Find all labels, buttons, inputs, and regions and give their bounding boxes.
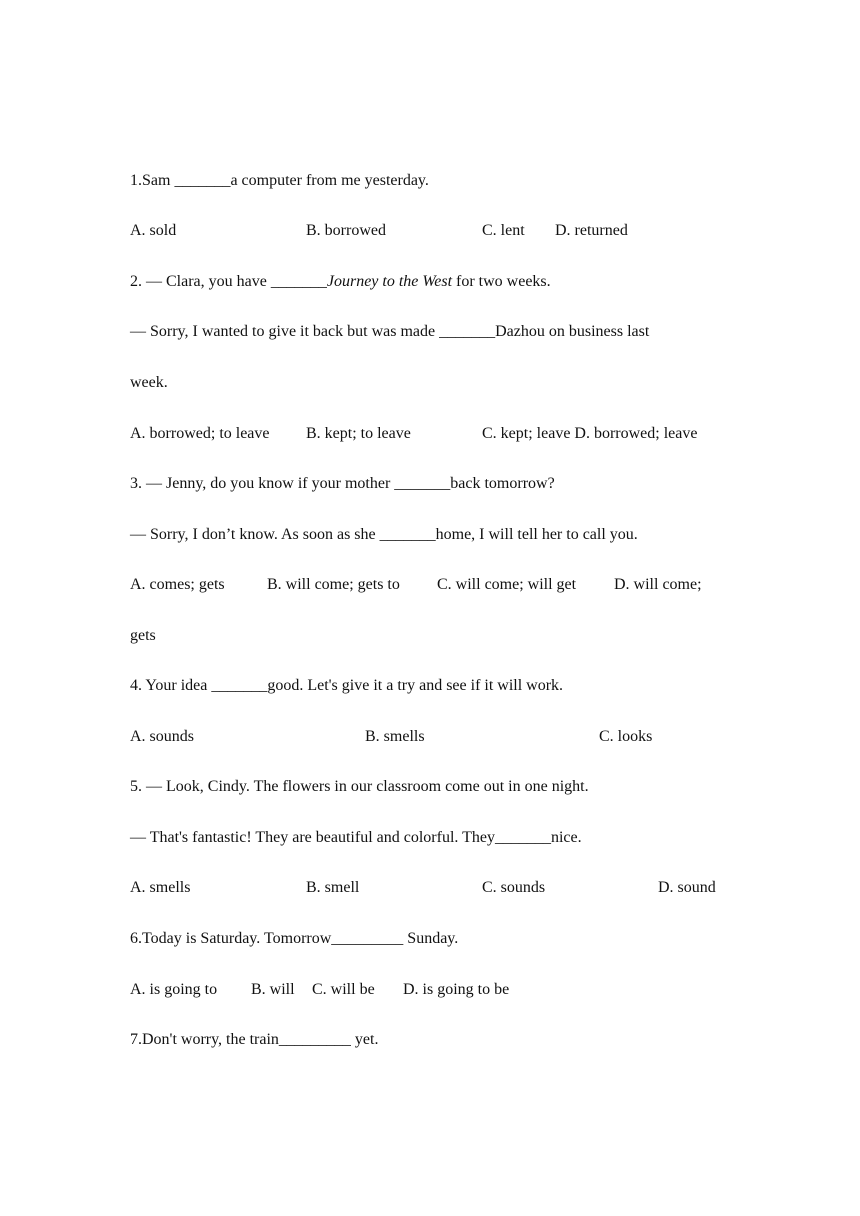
option-b: B. will come; gets to	[267, 576, 400, 593]
option-b: B. borrowed	[306, 222, 386, 239]
question-4-text-end: good. Let's give it a try and see if it will work.	[267, 677, 564, 694]
question-3-reply-end: home, I will tell her to call you.	[435, 526, 638, 543]
option-a: A. smells	[130, 879, 191, 896]
question-1-text-end: a computer from me yesterday.	[230, 172, 429, 189]
question-4-text: 4. Your idea	[130, 677, 212, 694]
question-5-line-1: 5. — Look, Cindy. The flowers in our classroom come out in one night.	[130, 778, 589, 795]
question-4	[130, 676, 563, 696]
option-b: B. smells	[365, 728, 425, 745]
option-d: D. returned	[555, 222, 628, 239]
question-2-line-1	[130, 272, 551, 292]
book-title: Journey to the West	[326, 273, 453, 290]
question-3-text: 3. — Jenny, do you know if your mother	[130, 475, 395, 492]
question-4-blank: _______	[211, 677, 268, 694]
option-d: D. sound	[658, 879, 716, 896]
option-a: A. sold	[130, 222, 177, 239]
option-b: B. smell	[306, 879, 360, 896]
question-5-line-2	[130, 828, 582, 848]
question-3-line-2	[130, 525, 638, 545]
question-3-blank: _______	[394, 475, 451, 492]
option-c-d: C. kept; leave D. borrowed; leave	[482, 425, 698, 442]
question-2-blank-2: _______	[439, 323, 496, 340]
question-2-reply: — Sorry, I wanted to give it back but was made	[130, 323, 440, 340]
option-c: C. lent	[482, 222, 525, 239]
question-1-blank: _______	[174, 172, 231, 189]
option-a: A. sounds	[130, 728, 195, 745]
question-3-option-wrap: gets	[130, 627, 156, 644]
question-3-blank-2: _______	[379, 526, 436, 543]
question-2-text-end: for two weeks.	[452, 273, 551, 290]
question-5-reply-end: nice.	[550, 829, 582, 846]
question-1-text: 1.Sam	[130, 172, 175, 189]
option-c: C. will come; will get	[437, 576, 577, 593]
question-3-text-end: back tomorrow?	[450, 475, 555, 492]
question-2-reply-end: Dazhou on business last	[495, 323, 650, 340]
option-b: B. kept; to leave	[306, 425, 411, 442]
option-d: D. will come;	[614, 576, 702, 593]
question-2-text: 2. — Clara, you have	[130, 273, 271, 290]
option-c: C. will be	[312, 981, 375, 998]
option-c: C. looks	[599, 728, 653, 745]
question-2-blank: _______	[270, 273, 327, 290]
question-6: 6.Today is Saturday. Tomorrow_________ Sunday.	[130, 930, 459, 947]
option-d: D. is going to be	[403, 981, 510, 998]
option-b: B. will	[251, 981, 295, 998]
question-7: 7.Don't worry, the train_________ yet.	[130, 1031, 379, 1048]
question-5-blank: _______	[494, 829, 551, 846]
question-2-line-3: week.	[130, 374, 168, 391]
option-a: A. is going to	[130, 981, 218, 998]
question-1	[130, 171, 429, 191]
option-c: C. sounds	[482, 879, 546, 896]
option-a: A. comes; gets	[130, 576, 225, 593]
option-a: A. borrowed; to leave	[130, 425, 270, 442]
question-2-line-2	[130, 322, 649, 342]
question-3-line-1	[130, 474, 555, 494]
question-5-reply: — That's fantastic! They are beautiful and colorful. They	[130, 829, 495, 846]
question-3-reply: — Sorry, I don’t know. As soon as she	[130, 526, 380, 543]
